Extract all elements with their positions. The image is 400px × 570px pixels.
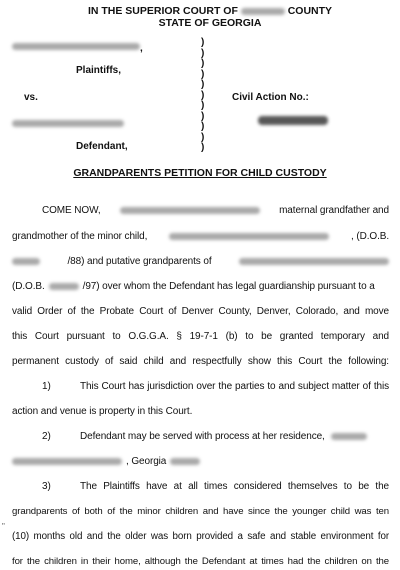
redacted-address-2 xyxy=(12,458,122,465)
redacted-plaintiffs xyxy=(12,43,140,50)
defendant-label: Defendant, xyxy=(76,141,128,152)
redacted-grandparent-names xyxy=(120,207,260,214)
civil-action-label: Civil Action No.: xyxy=(232,92,309,103)
intro-line-6: this Court pursuant to O.G.G.A. § 19-7-1 (b) to be granted temporary and xyxy=(12,331,389,342)
intro-line-1: COME NOW, maternal grandfather and xyxy=(42,205,389,216)
para3-line-4: for the children in their home, although the Defendant at times had the children on the xyxy=(12,556,389,567)
redacted-dob-2 xyxy=(49,283,79,290)
redacted-child-name xyxy=(169,233,329,240)
redacted-zip xyxy=(170,458,200,465)
plaintiff-names: , xyxy=(12,38,143,56)
para2-line-1: Defendant may be served with process at her residence, xyxy=(80,431,389,442)
intro-line-5: valid Order of the Probate Court of Denver County, Denver, Colorado, and move xyxy=(12,306,389,317)
redacted-grandchild-name xyxy=(239,258,389,265)
vs-label: vs. xyxy=(24,92,38,103)
para3-line-3: (10) months old and the older was born provided a safe and stable environment for xyxy=(12,531,389,542)
redacted-case-number xyxy=(258,116,328,125)
margin-mark: " xyxy=(2,522,5,531)
defendant-name xyxy=(12,115,124,133)
court-prefix: IN THE SUPERIOR COURT OF xyxy=(87,5,238,17)
para1-line-2: action and venue is property in this Court. xyxy=(12,406,193,417)
para3-line-2: grandparents of both of the minor children and have since the younger child was ten xyxy=(12,506,389,517)
document-title: GRANDPARENTS PETITION FOR CHILD CUSTODY xyxy=(73,167,327,179)
intro-line-2: grandmother of the minor child, , (D.O.B. xyxy=(12,231,389,242)
para1-number: 1) xyxy=(42,381,51,392)
caption-bracket: ) ) ) ) ) ) ) ) ) ) ) xyxy=(201,37,205,153)
state-header: STATE OF GEORGIA xyxy=(158,17,262,29)
para2-line-2: , Georgia xyxy=(12,456,200,467)
redacted-county xyxy=(241,8,285,15)
para1-line-1: This Court has jurisdiction over the parties to and subject matter of this xyxy=(80,381,389,392)
para3-line-1: The Plaintiffs have at all times considered themselves to be the xyxy=(80,481,389,492)
civil-action-number xyxy=(258,112,328,130)
para3-number: 3) xyxy=(42,481,51,492)
court-header xyxy=(60,5,360,17)
intro-line-3: /88) and putative grandparents of xyxy=(12,256,389,267)
redacted-defendant xyxy=(12,120,124,127)
redacted-dob-1 xyxy=(12,258,40,265)
para2-number: 2) xyxy=(42,431,51,442)
court-suffix: COUNTY xyxy=(287,5,333,17)
redacted-address-1 xyxy=(331,433,367,440)
plaintiffs-label: Plaintiffs, xyxy=(76,65,122,76)
intro-line-7: permanent custody of said child and respectfully show this Court the following: xyxy=(12,356,389,367)
intro-line-4: (D.O.B. /97) over whom the Defendant has legal guardianship pursuant to a xyxy=(12,281,375,292)
